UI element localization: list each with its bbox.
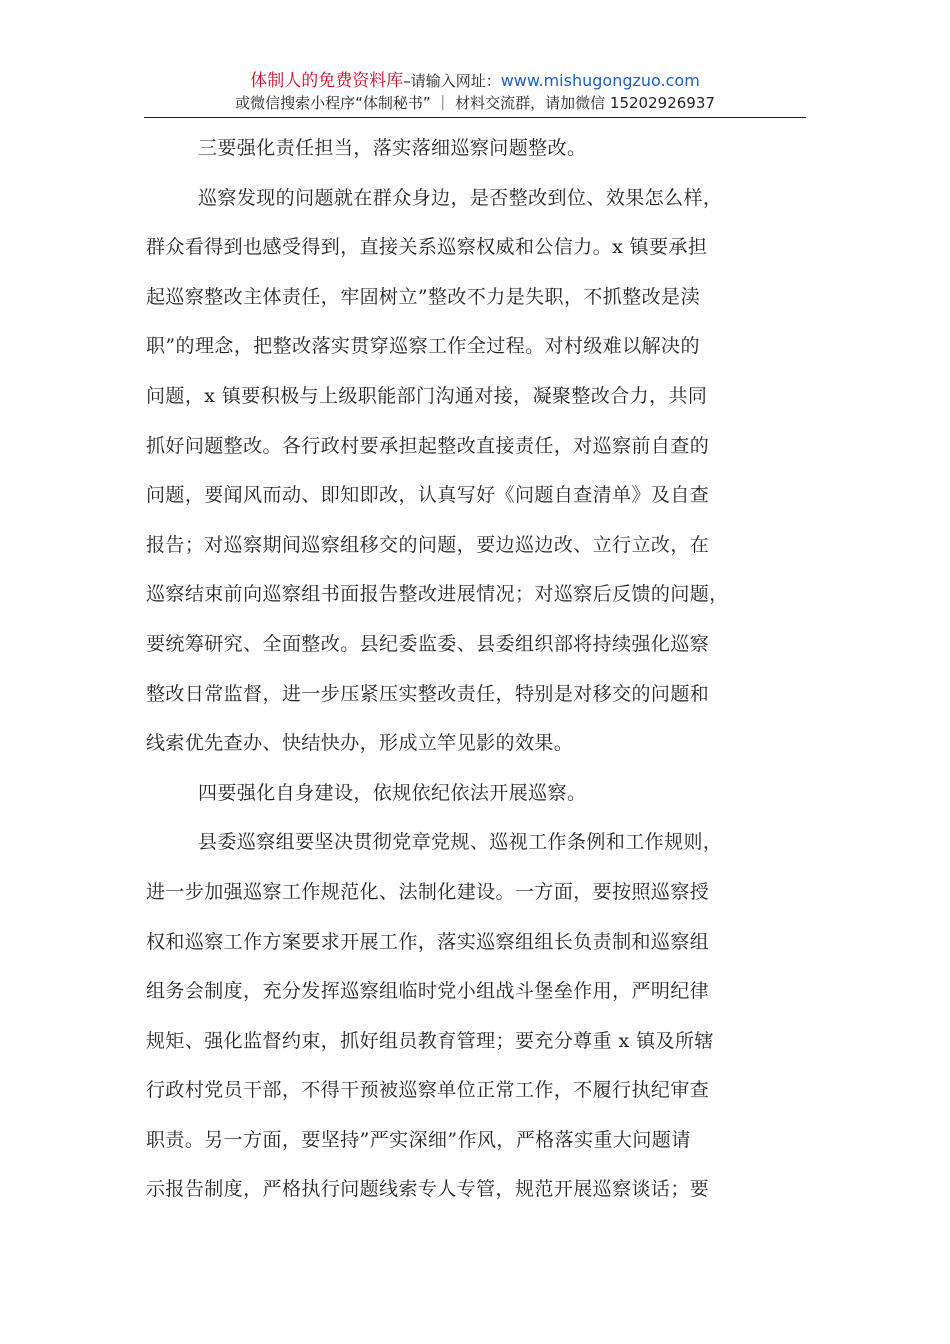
header-line-1: [144, 70, 806, 92]
body-line: 报告；对巡察期间巡察组移交的问题，要边巡边改、立行立改，在: [146, 533, 710, 556]
body-line: 问题，要闻风而动、即知即改，认真写好《问题自查清单》及自查: [146, 484, 710, 507]
body-line: 职”的理念，把整改落实贯穿巡察工作全过程。对村级难以解决的: [146, 335, 700, 358]
body-line: 县委巡察组要坚决贯彻党章党规、巡视工作条例和工作规则，: [198, 831, 723, 854]
section-heading-3: 三要强化责任担当，落实落细巡察问题整改。: [198, 137, 587, 159]
header-divider: [144, 117, 806, 118]
body-line: 规矩、强化监督约束，抓好组员教育管理；要充分尊重 x 镇及所辖: [146, 1029, 714, 1052]
website-prompt: –请输入网址：: [403, 72, 501, 90]
page-header: [144, 70, 806, 114]
header-line-2: 或微信搜索小程序“体制秘书” ｜ 材料交流群，请加微信 15202926937: [235, 94, 715, 112]
body-line: 权和巡察工作方案要求开展工作，落实巡察组组长负责制和巡察组: [146, 930, 710, 953]
body-line: 行政村党员干部，不得干预被巡察单位正常工作，不履行执纪审查: [146, 1079, 710, 1102]
body-line: 巡察发现的问题就在群众身边，是否整改到位、效果怎么样，: [198, 186, 723, 209]
body-line: 问题，x 镇要积极与上级职能部门沟通对接，凝聚整改合力，共同: [146, 384, 708, 407]
body-line: 巡察结束前向巡察组书面报告整改进展情况；对巡察后反馈的问题，: [146, 583, 729, 606]
body-line: 群众看得到也感受得到，直接关系巡察权威和公信力。x 镇要承担: [146, 236, 708, 259]
body-line: 职责。另一方面，要坚持”严实深细”作风，严格落实重大问题请: [146, 1128, 691, 1151]
body-line: 进一步加强巡察工作规范化、法制化建设。一方面，要按照巡察授: [146, 880, 710, 903]
body-line: 组务会制度，充分发挥巡察组临时党小组战斗堡垒作用，严明纪律: [146, 980, 710, 1003]
body-line: 抓好问题整改。各行政村要承担起整改直接责任，对巡察前自查的: [146, 434, 710, 457]
body-line: 要统筹研究、全面整改。县纪委监委、县委组织部将持续强化巡察: [146, 632, 710, 655]
document-body: [146, 124, 814, 1215]
website-link[interactable]: www.mishugongzuo.com: [500, 71, 700, 90]
body-line: 示报告制度，严格执行问题线索专人专管，规范开展巡察谈话；要: [146, 1178, 710, 1201]
body-line: 整改日常监督，进一步压紧压实整改责任，特别是对移交的问题和: [146, 682, 710, 705]
section-heading-4: 四要强化自身建设，依规依纪依法开展巡察。: [198, 781, 587, 804]
body-line: 线索优先查办、快结快办，形成立竿见影的效果。: [146, 732, 574, 755]
brand-title: 体制人的免费资料库: [250, 71, 404, 91]
body-line: 起巡察整改主体责任，牢固树立”整改不力是失职，不抓整改是渎: [146, 285, 700, 308]
